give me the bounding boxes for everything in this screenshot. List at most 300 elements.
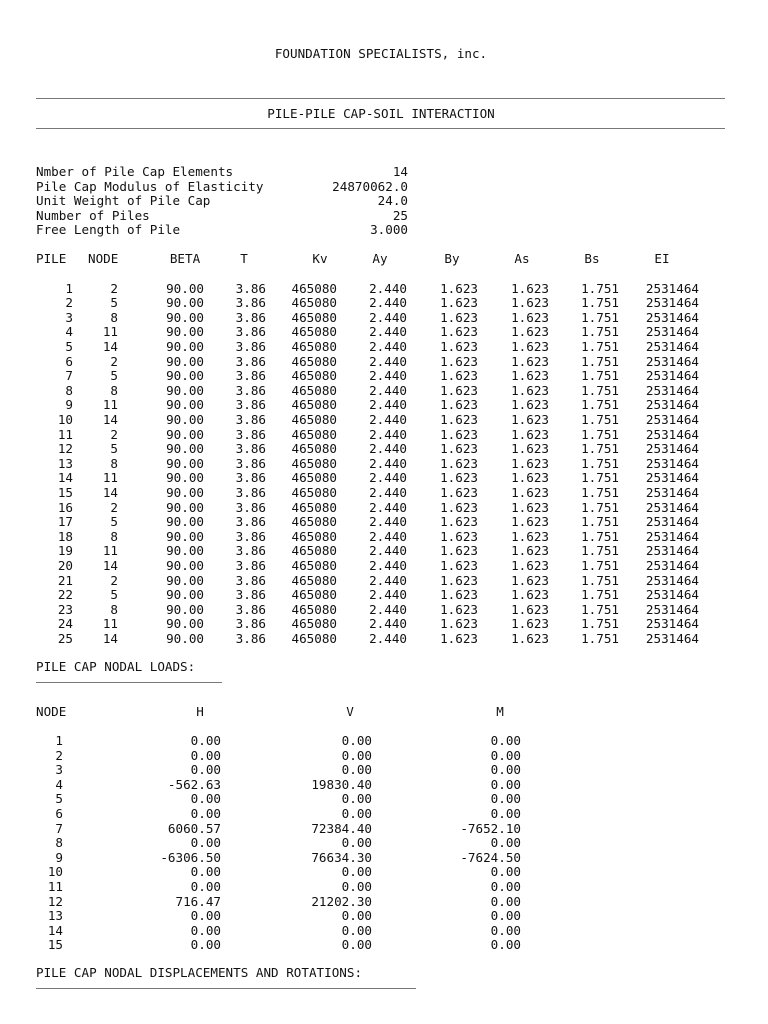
pile-cell: 465080 bbox=[291, 455, 337, 471]
pile-cell: 2.440 bbox=[369, 295, 407, 311]
pile-cell: 90.00 bbox=[166, 528, 204, 544]
pile-cell: 1.623 bbox=[511, 616, 549, 632]
pile-cell: 465080 bbox=[291, 397, 337, 413]
pile-row bbox=[0, 340, 768, 355]
load-cell: 0.00 bbox=[490, 791, 521, 807]
pile-cell: 1.751 bbox=[581, 543, 619, 559]
load-cell: 0.00 bbox=[190, 762, 221, 778]
pile-cell: 465080 bbox=[291, 338, 337, 354]
load-cell: 5 bbox=[55, 791, 63, 807]
pile-cell: 465080 bbox=[291, 572, 337, 588]
pile-cell: 2531464 bbox=[645, 543, 699, 559]
pile-cell: 3.86 bbox=[235, 572, 266, 588]
load-cell: 0.00 bbox=[341, 937, 372, 953]
pile-cell: 90.00 bbox=[166, 280, 204, 296]
load-cell: 0.00 bbox=[490, 922, 521, 938]
load-cell: 0.00 bbox=[190, 879, 221, 894]
pile-cell: 1.623 bbox=[440, 426, 478, 442]
pile-cell: 16 bbox=[57, 499, 73, 515]
pile-col-header: EI bbox=[654, 251, 670, 266]
pile-cell: 465080 bbox=[291, 324, 337, 340]
pile-row bbox=[0, 442, 768, 457]
load-cell: 0.00 bbox=[341, 922, 372, 938]
param-value: 24.0 bbox=[377, 193, 408, 209]
pile-row bbox=[0, 617, 768, 632]
pile-cell: 1.751 bbox=[581, 557, 619, 573]
load-cell: 11 bbox=[47, 879, 63, 894]
pile-cell: 90.00 bbox=[166, 338, 204, 354]
load-cell: 1 bbox=[55, 733, 63, 748]
pile-cell: 2.440 bbox=[369, 338, 407, 354]
pile-cell: 8 bbox=[110, 528, 118, 544]
load-col-header: NODE bbox=[36, 704, 67, 719]
load-cell: 0.00 bbox=[490, 747, 521, 763]
pile-cell: 1.623 bbox=[440, 514, 478, 530]
load-cell: -7652.10 bbox=[460, 820, 521, 836]
pile-cell: 90.00 bbox=[166, 630, 204, 646]
pile-row bbox=[0, 457, 768, 472]
load-cell: 0.00 bbox=[341, 791, 372, 807]
load-row bbox=[0, 865, 768, 880]
pile-cell: 1.623 bbox=[440, 309, 478, 325]
pile-cell: 3.86 bbox=[235, 353, 266, 369]
pile-cell: 2531464 bbox=[645, 616, 699, 632]
pile-cell: 2.440 bbox=[369, 616, 407, 632]
pile-cell: 90.00 bbox=[166, 572, 204, 588]
pile-cell: 2531464 bbox=[645, 528, 699, 544]
pile-cell: 2.440 bbox=[369, 368, 407, 384]
pile-cell: 10 bbox=[57, 411, 73, 427]
pile-cell: 1 bbox=[65, 280, 73, 296]
load-cell: 0.00 bbox=[341, 864, 372, 880]
pile-cell: 1.751 bbox=[581, 441, 619, 457]
pile-cell: 2.440 bbox=[369, 470, 407, 486]
pile-cell: 1.623 bbox=[440, 630, 478, 646]
title-rule-bottom bbox=[36, 128, 725, 129]
load-row bbox=[0, 807, 768, 822]
pile-col-header: Bs bbox=[584, 251, 600, 266]
load-row bbox=[0, 909, 768, 924]
pile-cell: 1.623 bbox=[440, 484, 478, 500]
pile-cell: 1.751 bbox=[581, 397, 619, 413]
pile-cell: 1.751 bbox=[581, 514, 619, 530]
pile-row bbox=[0, 296, 768, 311]
pile-cell: 5 bbox=[110, 441, 118, 457]
load-cell: 0.00 bbox=[490, 879, 521, 894]
pile-row bbox=[0, 471, 768, 486]
pile-cell: 90.00 bbox=[166, 514, 204, 530]
pile-cell: 18 bbox=[57, 528, 73, 544]
pile-cell: 2.440 bbox=[369, 557, 407, 573]
load-row bbox=[0, 763, 768, 778]
pile-cell: 1.623 bbox=[440, 601, 478, 617]
pile-cell: 2.440 bbox=[369, 455, 407, 471]
pile-cell: 465080 bbox=[291, 368, 337, 384]
pile-cell: 90.00 bbox=[166, 324, 204, 340]
pile-cell: 1.751 bbox=[581, 587, 619, 603]
load-cell: 0.00 bbox=[490, 908, 521, 924]
pile-cell: 1.751 bbox=[581, 426, 619, 442]
load-row bbox=[0, 851, 768, 866]
pile-cell: 5 bbox=[65, 338, 73, 354]
pile-cell: 90.00 bbox=[166, 587, 204, 603]
pile-cell: 2531464 bbox=[645, 309, 699, 325]
pile-cell: 1.623 bbox=[440, 324, 478, 340]
pile-cell: 5 bbox=[110, 295, 118, 311]
load-cell: 0.00 bbox=[190, 733, 221, 748]
pile-cell: 1.751 bbox=[581, 411, 619, 427]
pile-cell: 90.00 bbox=[166, 295, 204, 311]
pile-cell: 3.86 bbox=[235, 324, 266, 340]
pile-cell: 2 bbox=[110, 499, 118, 515]
load-cell: -7624.50 bbox=[460, 849, 521, 865]
pile-cell: 2531464 bbox=[645, 397, 699, 413]
pile-cell: 1.623 bbox=[511, 382, 549, 398]
load-cell: 0.00 bbox=[341, 835, 372, 851]
pile-cell: 3.86 bbox=[235, 484, 266, 500]
load-cell: 7 bbox=[55, 820, 63, 836]
pile-cell: 2.440 bbox=[369, 572, 407, 588]
pile-cell: 3.86 bbox=[235, 470, 266, 486]
pile-cell: 1.623 bbox=[511, 338, 549, 354]
pile-row bbox=[0, 515, 768, 530]
pile-cell: 2.440 bbox=[369, 630, 407, 646]
pile-cell: 1.623 bbox=[440, 368, 478, 384]
load-cell: -6306.50 bbox=[160, 849, 221, 865]
load-cell: 14 bbox=[47, 922, 63, 938]
pile-cell: 1.623 bbox=[440, 499, 478, 515]
load-row bbox=[0, 734, 768, 749]
pile-col-header: PILE bbox=[36, 251, 67, 266]
pile-cell: 90.00 bbox=[166, 499, 204, 515]
load-cell: 0.00 bbox=[190, 747, 221, 763]
pile-row bbox=[0, 398, 768, 413]
pile-cell: 1.623 bbox=[440, 411, 478, 427]
pile-cell: 14 bbox=[57, 470, 73, 486]
load-cell: 76634.30 bbox=[311, 849, 372, 865]
pile-cell: 1.623 bbox=[440, 338, 478, 354]
load-cell: 0.00 bbox=[190, 908, 221, 924]
pile-col-header: T bbox=[240, 251, 248, 266]
load-cell: 8 bbox=[55, 835, 63, 851]
pile-cell: 2531464 bbox=[645, 499, 699, 515]
pile-cell: 1.751 bbox=[581, 353, 619, 369]
pile-cell: 1.623 bbox=[440, 441, 478, 457]
company-name: FOUNDATION SPECIALISTS, inc. bbox=[274, 46, 488, 61]
pile-cell: 90.00 bbox=[166, 557, 204, 573]
pile-cell: 3.86 bbox=[235, 601, 266, 617]
pile-cell: 90.00 bbox=[166, 470, 204, 486]
pile-row bbox=[0, 369, 768, 384]
pile-cell: 90.00 bbox=[166, 455, 204, 471]
load-cell: 0.00 bbox=[490, 733, 521, 748]
pile-cell: 12 bbox=[57, 441, 73, 457]
pile-cell: 14 bbox=[102, 557, 118, 573]
pile-cell: 2531464 bbox=[645, 630, 699, 646]
load-cell: 0.00 bbox=[190, 806, 221, 821]
pile-cell: 1.623 bbox=[440, 470, 478, 486]
pile-cell: 465080 bbox=[291, 528, 337, 544]
pile-cell: 1.623 bbox=[511, 426, 549, 442]
param-label: Nmber of Pile Cap Elements bbox=[36, 164, 234, 179]
pile-cell: 15 bbox=[57, 484, 73, 500]
pile-cell: 3.86 bbox=[235, 587, 266, 603]
pile-cell: 1.623 bbox=[511, 587, 549, 603]
param-value: 25 bbox=[392, 207, 408, 223]
pile-cell: 1.751 bbox=[581, 368, 619, 384]
pile-row bbox=[0, 501, 768, 516]
pile-cell: 2531464 bbox=[645, 441, 699, 457]
pile-cell: 2 bbox=[110, 572, 118, 588]
pile-cell: 2531464 bbox=[645, 455, 699, 471]
load-cell: 0.00 bbox=[190, 937, 221, 953]
pile-cell: 465080 bbox=[291, 601, 337, 617]
pile-cell: 2.440 bbox=[369, 441, 407, 457]
pile-cell: 1.623 bbox=[440, 280, 478, 296]
loads-section-title: PILE CAP NODAL LOADS: bbox=[36, 659, 196, 674]
pile-cell: 2.440 bbox=[369, 397, 407, 413]
pile-col-header: BETA bbox=[169, 251, 201, 266]
pile-cell: 90.00 bbox=[166, 616, 204, 632]
pile-cell: 3.86 bbox=[235, 426, 266, 442]
pile-cell: 2.440 bbox=[369, 382, 407, 398]
pile-cell: 1.623 bbox=[511, 484, 549, 500]
pile-cell: 1.623 bbox=[511, 572, 549, 588]
load-row bbox=[0, 938, 768, 953]
load-cell: 0.00 bbox=[490, 893, 521, 909]
pile-cell: 11 bbox=[102, 616, 118, 632]
load-cell: 0.00 bbox=[490, 864, 521, 880]
pile-cell: 465080 bbox=[291, 470, 337, 486]
displacements-section-title: PILE CAP NODAL DISPLACEMENTS AND ROTATIONS: bbox=[36, 965, 363, 980]
pile-cell: 1.623 bbox=[511, 397, 549, 413]
pile-row bbox=[0, 603, 768, 618]
pile-cell: 2.440 bbox=[369, 587, 407, 603]
pile-cell: 2.440 bbox=[369, 411, 407, 427]
pile-cell: 2 bbox=[110, 353, 118, 369]
pile-cell: 1.623 bbox=[511, 630, 549, 646]
pile-cell: 1.751 bbox=[581, 382, 619, 398]
pile-cell: 8 bbox=[65, 382, 73, 398]
load-row bbox=[0, 778, 768, 793]
pile-col-header: By bbox=[444, 251, 460, 266]
pile-cell: 1.623 bbox=[511, 309, 549, 325]
pile-row bbox=[0, 530, 768, 545]
pile-cell: 3.86 bbox=[235, 338, 266, 354]
pile-cell: 465080 bbox=[291, 543, 337, 559]
pile-cell: 1.623 bbox=[440, 455, 478, 471]
load-row bbox=[0, 880, 768, 895]
pile-cell: 2.440 bbox=[369, 324, 407, 340]
param-value: 24870062.0 bbox=[332, 178, 408, 194]
pile-cell: 1.751 bbox=[581, 528, 619, 544]
pile-cell: 2.440 bbox=[369, 514, 407, 530]
pile-cell: 1.623 bbox=[511, 411, 549, 427]
pile-cell: 2 bbox=[110, 426, 118, 442]
pile-cell: 5 bbox=[110, 368, 118, 384]
pile-cell: 1.623 bbox=[440, 557, 478, 573]
pile-cell: 1.623 bbox=[440, 397, 478, 413]
pile-cell: 465080 bbox=[291, 280, 337, 296]
pile-cell: 1.751 bbox=[581, 280, 619, 296]
pile-cell: 2531464 bbox=[645, 470, 699, 486]
pile-row bbox=[0, 428, 768, 443]
pile-cell: 2.440 bbox=[369, 484, 407, 500]
pile-cell: 2531464 bbox=[645, 587, 699, 603]
pile-cell: 465080 bbox=[291, 616, 337, 632]
title-rule-top bbox=[36, 98, 725, 99]
pile-col-header: NODE bbox=[88, 251, 119, 266]
pile-cell: 3.86 bbox=[235, 397, 266, 413]
pile-cell: 14 bbox=[102, 484, 118, 500]
pile-cell: 25 bbox=[57, 630, 73, 646]
pile-cell: 3 bbox=[65, 309, 73, 325]
pile-cell: 1.623 bbox=[511, 499, 549, 515]
pile-cell: 1.623 bbox=[511, 455, 549, 471]
pile-cell: 1.623 bbox=[440, 295, 478, 311]
pile-cell: 465080 bbox=[291, 411, 337, 427]
pile-cell: 2531464 bbox=[645, 411, 699, 427]
load-row bbox=[0, 924, 768, 939]
load-cell: 72384.40 bbox=[311, 820, 372, 836]
pile-cell: 2 bbox=[110, 280, 118, 296]
param-value: 14 bbox=[392, 164, 408, 179]
load-cell: 716.47 bbox=[175, 893, 221, 909]
pile-cell: 19 bbox=[57, 543, 73, 559]
pile-cell: 1.623 bbox=[440, 382, 478, 398]
pile-cell: 2.440 bbox=[369, 426, 407, 442]
report-title: PILE-PILE CAP-SOIL INTERACTION bbox=[267, 106, 495, 121]
pile-cell: 465080 bbox=[291, 557, 337, 573]
pile-row bbox=[0, 282, 768, 297]
load-cell: 4 bbox=[55, 776, 63, 792]
pile-cell: 465080 bbox=[291, 514, 337, 530]
pile-cell: 7 bbox=[65, 368, 73, 384]
pile-cell: 1.751 bbox=[581, 295, 619, 311]
pile-cell: 14 bbox=[102, 411, 118, 427]
pile-cell: 3.86 bbox=[235, 309, 266, 325]
pile-cell: 90.00 bbox=[166, 601, 204, 617]
load-cell: 0.00 bbox=[341, 747, 372, 763]
pile-cell: 2.440 bbox=[369, 528, 407, 544]
load-cell: 13 bbox=[47, 908, 63, 924]
pile-cell: 5 bbox=[110, 514, 118, 530]
pile-cell: 8 bbox=[110, 382, 118, 398]
pile-cell: 3.86 bbox=[235, 499, 266, 515]
load-cell: 0.00 bbox=[341, 762, 372, 778]
param-label: Pile Cap Modulus of Elasticity bbox=[36, 178, 264, 194]
pile-cell: 24 bbox=[57, 616, 73, 632]
pile-cell: 1.751 bbox=[581, 484, 619, 500]
pile-cell: 23 bbox=[57, 601, 73, 617]
pile-cell: 1.751 bbox=[581, 338, 619, 354]
pile-col-header: Kv bbox=[312, 251, 328, 266]
pile-cell: 90.00 bbox=[166, 411, 204, 427]
pile-cell: 1.623 bbox=[511, 543, 549, 559]
pile-cell: 465080 bbox=[291, 295, 337, 311]
pile-cell: 9 bbox=[65, 397, 73, 413]
pile-col-header: As bbox=[514, 251, 530, 266]
pile-cell: 1.623 bbox=[511, 368, 549, 384]
pile-cell: 14 bbox=[102, 338, 118, 354]
param-label: Unit Weight of Pile Cap bbox=[36, 193, 211, 209]
pile-cell: 3.86 bbox=[235, 557, 266, 573]
pile-cell: 1.751 bbox=[581, 601, 619, 617]
load-cell: 2 bbox=[55, 747, 63, 763]
pile-row bbox=[0, 413, 768, 428]
pile-cell: 2531464 bbox=[645, 368, 699, 384]
pile-cell: 20 bbox=[57, 557, 73, 573]
pile-cell: 3.86 bbox=[235, 368, 266, 384]
pile-cell: 1.623 bbox=[511, 280, 549, 296]
pile-cell: 11 bbox=[102, 470, 118, 486]
pile-row bbox=[0, 632, 768, 647]
pile-cell: 465080 bbox=[291, 382, 337, 398]
pile-cell: 17 bbox=[57, 514, 73, 530]
pile-cell: 3.86 bbox=[235, 514, 266, 530]
load-cell: -562.63 bbox=[167, 776, 221, 792]
pile-cell: 90.00 bbox=[166, 484, 204, 500]
pile-cell: 90.00 bbox=[166, 543, 204, 559]
pile-cell: 1.751 bbox=[581, 572, 619, 588]
pile-cell: 2531464 bbox=[645, 601, 699, 617]
pile-cell: 3.86 bbox=[235, 543, 266, 559]
load-cell: 0.00 bbox=[490, 776, 521, 792]
pile-row bbox=[0, 325, 768, 340]
pile-cell: 2.440 bbox=[369, 309, 407, 325]
load-cell: 21202.30 bbox=[311, 893, 372, 909]
pile-cell: 1.623 bbox=[440, 572, 478, 588]
param-value: 3.000 bbox=[370, 222, 408, 238]
load-cell: 0.00 bbox=[341, 733, 372, 748]
pile-row bbox=[0, 544, 768, 559]
pile-cell: 1.623 bbox=[440, 543, 478, 559]
pile-cell: 1.623 bbox=[440, 616, 478, 632]
pile-cell: 3.86 bbox=[235, 295, 266, 311]
pile-row bbox=[0, 559, 768, 574]
pile-cell: 22 bbox=[57, 587, 73, 603]
pile-cell: 1.623 bbox=[511, 441, 549, 457]
pile-cell: 1.751 bbox=[581, 470, 619, 486]
pile-cell: 1.623 bbox=[440, 587, 478, 603]
load-cell: 0.00 bbox=[490, 835, 521, 851]
pile-cell: 90.00 bbox=[166, 309, 204, 325]
pile-cell: 8 bbox=[110, 455, 118, 471]
load-cell: 0.00 bbox=[341, 908, 372, 924]
pile-cell: 11 bbox=[102, 397, 118, 413]
load-cell: 3 bbox=[55, 762, 63, 778]
param-label: Free Length of Pile bbox=[36, 222, 181, 238]
pile-cell: 2531464 bbox=[645, 338, 699, 354]
load-col-header: M bbox=[496, 704, 504, 719]
load-cell: 0.00 bbox=[190, 864, 221, 880]
load-col-header: V bbox=[346, 704, 354, 719]
pile-cell: 2531464 bbox=[645, 514, 699, 530]
pile-row bbox=[0, 311, 768, 326]
loads-title-underline bbox=[36, 682, 222, 683]
load-cell: 10 bbox=[47, 864, 63, 880]
load-col-header: H bbox=[196, 704, 204, 719]
pile-cell: 465080 bbox=[291, 484, 337, 500]
load-cell: 0.00 bbox=[341, 879, 372, 894]
load-cell: 12 bbox=[47, 893, 63, 909]
pile-cell: 90.00 bbox=[166, 382, 204, 398]
pile-row bbox=[0, 384, 768, 399]
pile-cell: 2531464 bbox=[645, 295, 699, 311]
pile-cell: 8 bbox=[110, 309, 118, 325]
pile-cell: 2531464 bbox=[645, 324, 699, 340]
pile-cell: 14 bbox=[102, 630, 118, 646]
